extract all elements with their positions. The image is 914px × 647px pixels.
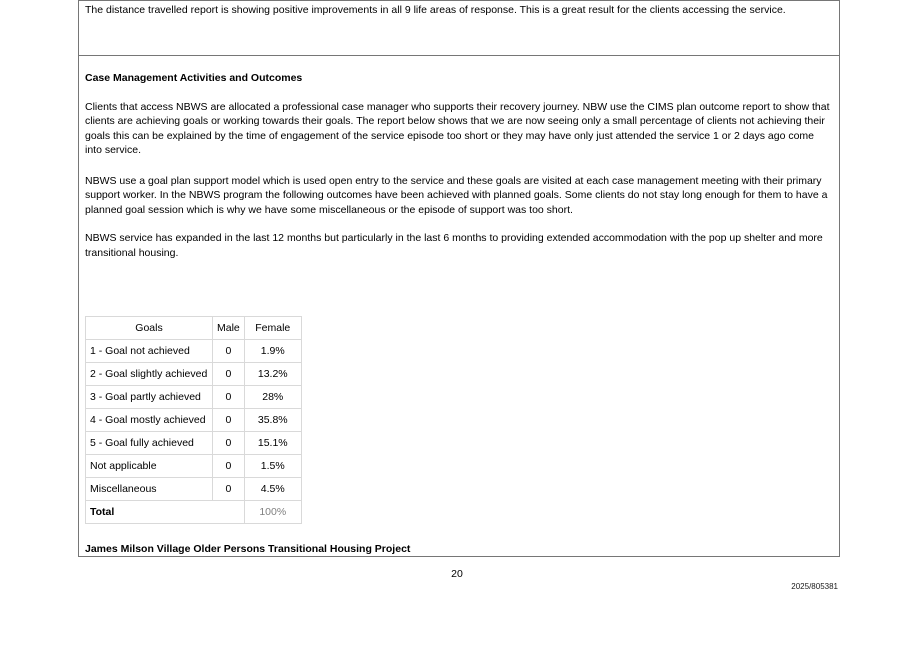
goal-label: Not applicable xyxy=(86,455,213,478)
male-value: 0 xyxy=(213,478,245,501)
goal-label: 4 - Goal mostly achieved xyxy=(86,409,213,432)
male-value: 0 xyxy=(213,432,245,455)
column-header-goals: Goals xyxy=(86,317,213,340)
goal-label: 3 - Goal partly achieved xyxy=(86,386,213,409)
female-value: 13.2% xyxy=(244,363,301,386)
table-row xyxy=(86,340,302,363)
goal-label: 2 - Goal slightly achieved xyxy=(86,363,213,386)
goal-label: 1 - Goal not achieved xyxy=(86,340,213,363)
column-header-male: Male xyxy=(213,317,245,340)
female-value: 1.5% xyxy=(244,455,301,478)
paragraph-service-expansion: NBWS service has expanded in the last 12 months but particularly in the last 6 months to providing extended accommodation with the pop up shelter and more transitional housing. xyxy=(85,232,823,259)
goal-label: 5 - Goal fully achieved xyxy=(86,432,213,455)
female-value: 1.9% xyxy=(244,340,301,363)
table-row xyxy=(86,455,302,478)
section-heading: Case Management Activities and Outcomes xyxy=(85,72,303,84)
male-value: 0 xyxy=(213,386,245,409)
paragraph-cims-outcomes: Clients that access NBWS are allocated a professional case manager who supports their recovery journey. NBW use the CIMS plan outcome report to show that clients are achieving goals or working towards their goals. The report below shows that we are now seeing only a small percentage of clients not achieving their goals this can be explained by the time of engagement of the service episode too short or they may have only just attended the service 1 or 2 days ago come into service. xyxy=(85,100,830,156)
distance-report-note: The distance travelled report is showing positive improvements in all 9 life areas of response. This is a great result for the clients accessing the service. xyxy=(85,4,786,16)
document-reference: 2025/805381 xyxy=(791,582,838,591)
female-value: 15.1% xyxy=(244,432,301,455)
total-value: 100% xyxy=(244,501,301,524)
female-value: 28% xyxy=(244,386,301,409)
female-value: 35.8% xyxy=(244,409,301,432)
table-total-row xyxy=(86,501,302,524)
column-header-female: Female xyxy=(244,317,301,340)
goal-outcomes-table xyxy=(85,316,302,524)
male-value: 0 xyxy=(213,363,245,386)
male-value: 0 xyxy=(213,409,245,432)
paragraph-goal-plan-model: NBWS use a goal plan support model which is used open entry to the service and these goals are visited at each case management meeting with their primary support worker. In the NBWS program the following outcomes have been achieved with planned goals. Some clients do not stay long enough for them to have a planned goal session which is why we have some miscellaneous or the episode of support was too short. xyxy=(85,174,828,216)
page-number: 20 xyxy=(451,568,463,580)
distance-report-note-box xyxy=(78,0,840,56)
table-row xyxy=(86,363,302,386)
table-row xyxy=(86,478,302,501)
male-value: 0 xyxy=(213,455,245,478)
goal-label: Miscellaneous xyxy=(86,478,213,501)
next-section-heading: James Milson Village Older Persons Transitional Housing Project xyxy=(85,543,411,555)
female-value: 4.5% xyxy=(244,478,301,501)
table-header-row xyxy=(86,317,302,340)
case-management-section-box xyxy=(78,55,840,557)
document-page xyxy=(78,0,840,557)
table-row xyxy=(86,409,302,432)
total-label: Total xyxy=(86,501,245,524)
male-value: 0 xyxy=(213,340,245,363)
table-row xyxy=(86,432,302,455)
table-row xyxy=(86,386,302,409)
